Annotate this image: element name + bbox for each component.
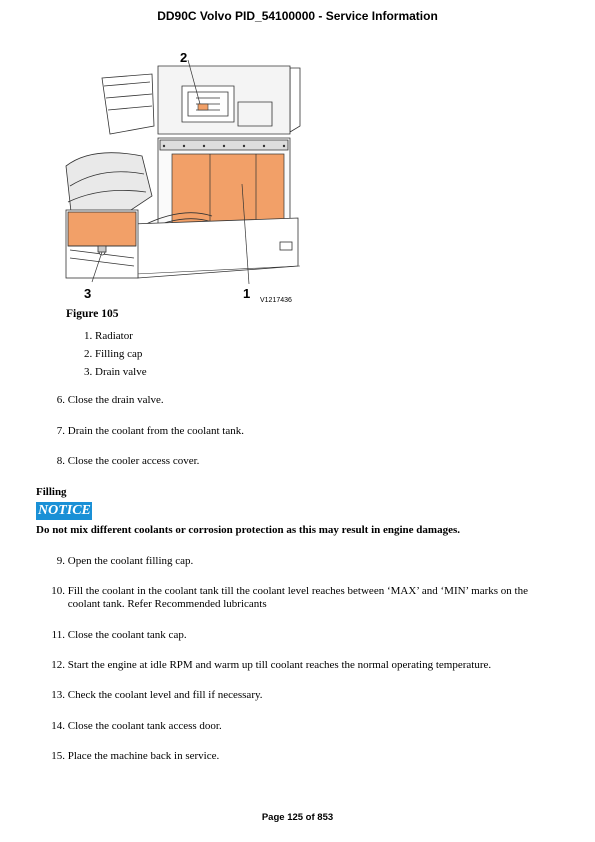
legend-item: 1. Radiator bbox=[84, 330, 133, 342]
figure-code: V1217436 bbox=[260, 297, 292, 304]
step-13: 13. Check the coolant level and fill if necessary. bbox=[51, 689, 263, 701]
figure-caption: Figure 105 bbox=[66, 308, 119, 320]
notice-text: Do not mix different coolants or corrosion protection as this may result in engine damages. bbox=[36, 524, 460, 536]
step-7: 7. Drain the coolant from the coolant tank. bbox=[56, 425, 244, 437]
step-14: 14. Close the coolant tank access door. bbox=[51, 720, 222, 732]
page-footer: Page 125 of 853 bbox=[261, 812, 334, 823]
page-header-title: DD90C Volvo PID_54100000 - Service Information bbox=[157, 9, 438, 23]
callout-2: 2 bbox=[180, 50, 188, 65]
radiator-illustration bbox=[62, 46, 312, 308]
notice-badge: NOTICE bbox=[38, 503, 91, 518]
callout-3: 3 bbox=[84, 286, 92, 301]
step-6: 6. Close the drain valve. bbox=[56, 394, 164, 406]
legend-item: 3. Drain valve bbox=[84, 366, 147, 378]
legend-item: 2. Filling cap bbox=[84, 348, 143, 360]
step-10: 10. Fill the coolant in the coolant tank till the coolant level reaches between ‘MAX’ and ‘MIN’ marks on the coolant tank. Refer Recommended lubricants bbox=[51, 585, 528, 610]
callout-1: 1 bbox=[243, 286, 251, 301]
step-8: 8. Close the cooler access cover. bbox=[56, 455, 200, 467]
step-9: 9. Open the coolant filling cap. bbox=[56, 555, 194, 567]
section-heading-filling: Filling bbox=[36, 486, 67, 498]
step-12: 12. Start the engine at idle RPM and warm up till coolant reaches the normal operating temperature. bbox=[51, 659, 492, 671]
step-15: 15. Place the machine back in service. bbox=[51, 750, 220, 762]
step-11: 11. Close the coolant tank cap. bbox=[51, 629, 187, 641]
figure-legend bbox=[84, 327, 147, 381]
